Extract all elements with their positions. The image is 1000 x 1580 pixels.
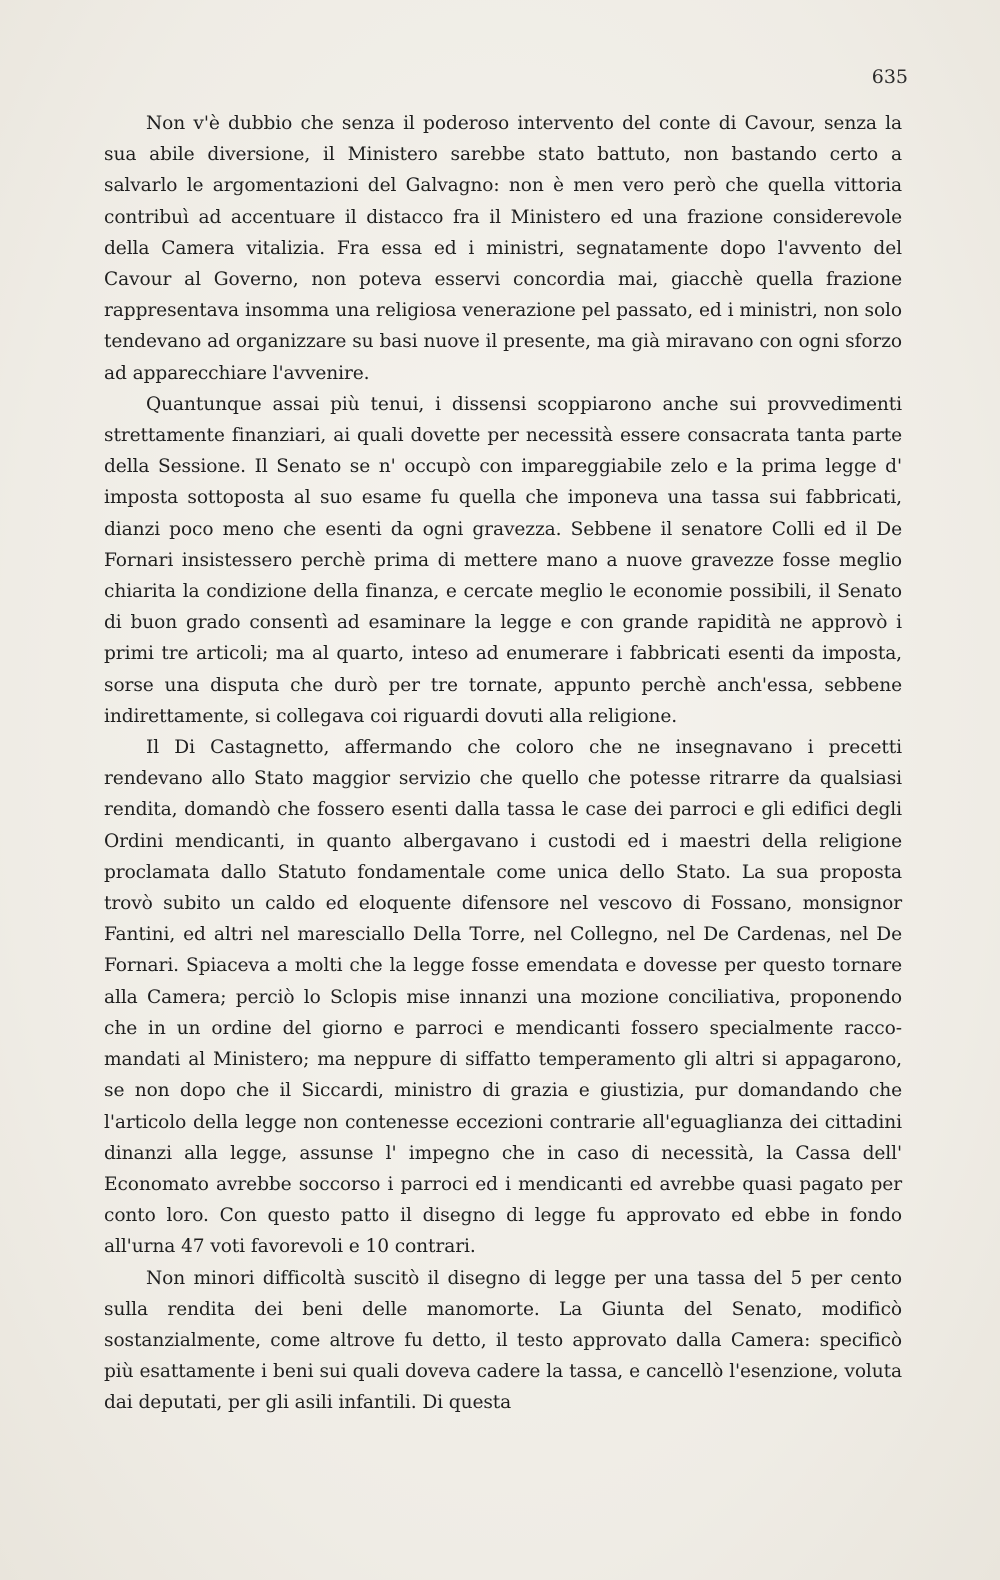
paragraph: Non v'è dubbio che senza il poderoso intervento del conte di Cavour, senza la sua abile diversione, il Ministero sarebbe stato battuto, non bastando certo a salvarlo le argomentazioni del Galvagno: non è men vero però che quella vittoria contribuì ad accentuare il distacco fra il Ministero ed una frazione considerevole della Camera vitalizia. Fra essa ed i ministri, segnatamente dopo l'avvento del Cavour al Governo, non poteva esservi concordia mai, giacchè quella frazione rappresentava insomma una religiosa venerazione pel passato, ed i ministri, non solo tendevano ad organizzare su basi nuove il presente, ma già miravano con ogni sforzo ad apparecchiare l'avvenire. (104, 113, 902, 384)
body-text (104, 108, 902, 1419)
page-number: 635 (871, 66, 908, 88)
paragraph: Non minori difficoltà suscitò il disegno di legge per una tassa del 5 per cento sulla rendita dei beni delle manomorte. La Giunta del Senato, modificò sostanzialmente, come altrove fu detto, il testo approvato dalla Camera: specificò più esattamente i beni sui quali doveva cadere la tassa, e cancellò l'esenzione, voluta dai deputati, per gli asili infantili. Di questa (104, 1267, 902, 1414)
paragraph: Quantunque assai più tenui, i dissensi scoppiarono anche sui provvedimenti strettamente finanziari, ai quali dovette per necessità essere consacrata tanta parte della Sessione. Il Senato se n' occupò con impareggiabile zelo e la prima legge d' imposta sottoposta al suo esame fu quella che imponeva una tassa sui fabbricati, dianzi poco meno che esenti da ogni gravezza. Sebbene il senatore Colli ed il De Fornari insistessero perchè prima di mettere mano a nuove gravezze fosse meglio chiarita la condizione della finanza, e cercate meglio le economie possibili, il Senato di buon grado consentì ad esaminare la legge e con grande rapidità ne approvò i primi tre articoli; ma al quarto, inteso ad enumerare i fabbricati esenti da imposta, sorse una disputa che durò per tre tornate, appunto perchè anch'essa, sebbene indirettamente, si collegava coi riguardi dovuti alla religione. (104, 393, 902, 727)
paragraph: Il Di Castagnetto, affermando che coloro che ne insegnavano i precetti rendevano allo Stato maggior servizio che quello che potesse ritrarre da qualsiasi rendita, domandò che fossero esenti dalla tassa le case dei parroci e gli edifici degli Ordini mendicanti, in quanto albergavano i custodi ed i maestri della religione proclamata dallo Statuto fondamentale come unica dello Stato. La sua proposta trovò subito un caldo ed eloquente difensore nel vescovo di Fossano, monsignor Fantini, ed altri nel maresciallo Della Torre, nel Collegno, nel De Cardenas, nel De Fornari. Spiaceva a molti che la legge fosse emendata e dovesse per questo tornare alla Camera; perciò lo Sclopis mise innanzi una mozione conciliativa, proponendo che in un ordine del giorno e parroci e mendicanti fossero specialmente raccomandati al Ministero; ma neppure di siffatto temperamento gli altri si appagarono, se non dopo che il Siccardi, ministro di grazia e giustizia, pur domandando che l'articolo della legge non contenesse eccezioni contrarie all'eguaglianza dei cittadini dinanzi alla legge, assunse l' impegno che in caso di necessità, la Cassa dell' Economato avrebbe soccorso i parroci ed i mendicanti ed avrebbe quasi pagato per conto loro. Con questo patto il disegno di legge fu approvato ed ebbe in fondo all'urna 47 voti favorevoli e 10 contrari. (104, 737, 902, 1258)
